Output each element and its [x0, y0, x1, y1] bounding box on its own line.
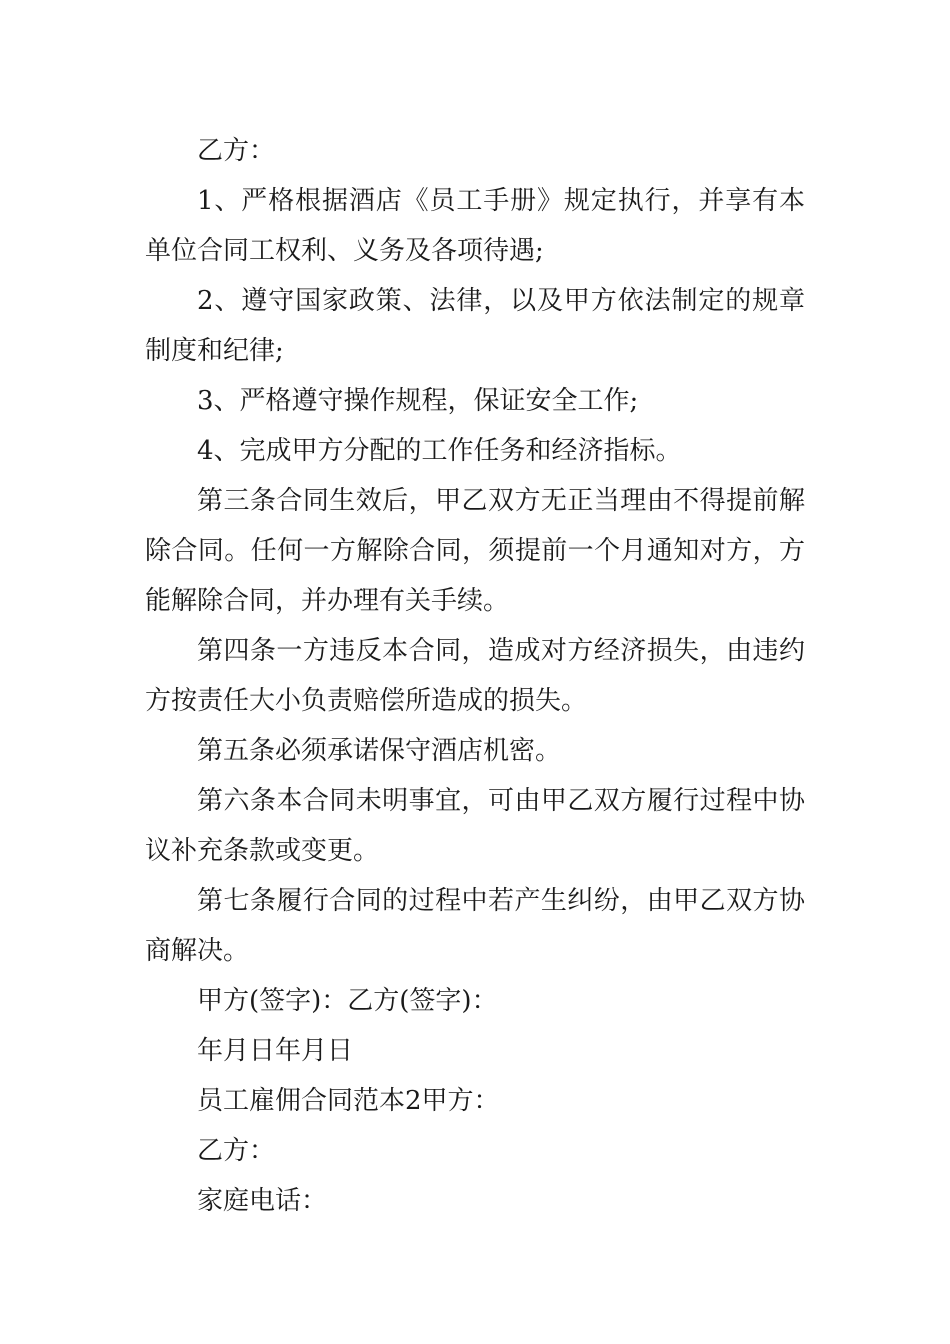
paragraph-template-2-party-a: 员工雇佣合同范本2甲方： — [197, 1086, 500, 1116]
paragraph-item-2: 2、遵守国家政策、法律，以及甲方依法制定的规章制度和纪律; — [145, 286, 805, 366]
paragraph-article-5: 第五条必须承诺保守酒店机密。 — [197, 736, 562, 766]
paragraph-article-7: 第七条履行合同的过程中若产生纠纷，由甲乙双方协商解决。 — [145, 886, 805, 966]
paragraph-article-4: 第四条一方违反本合同，造成对方经济损失，由违约方按责任大小负责赔偿所造成的损失。 — [145, 636, 805, 716]
paragraph-item-1: 1、严格根据酒店《员工手册》规定执行，并享有本单位合同工权利、义务及各项待遇; — [145, 186, 805, 266]
paragraph-party-b: 乙方： — [197, 136, 276, 166]
paragraph-item-4: 4、完成甲方分配的工作任务和经济指标。 — [197, 436, 682, 466]
paragraph-home-phone: 家庭电话： — [197, 1186, 328, 1216]
paragraph-article-6: 第六条本合同未明事宜，可由甲乙双方履行过程中协议补充条款或变更。 — [145, 786, 805, 866]
paragraph-article-3: 第三条合同生效后，甲乙双方无正当理由不得提前解除合同。任何一方解除合同，须提前一个月通知对方，方能解除合同，并办理有关手续。 — [145, 486, 805, 616]
paragraph-dates: 年月日年月日 — [197, 1036, 354, 1066]
document-body — [145, 126, 805, 1226]
paragraph-item-3: 3、严格遵守操作规程，保证安全工作; — [197, 386, 639, 416]
paragraph-template-2-party-b: 乙方： — [197, 1136, 276, 1166]
paragraph-signatures: 甲方(签字)：乙方(签字)： — [197, 986, 498, 1016]
